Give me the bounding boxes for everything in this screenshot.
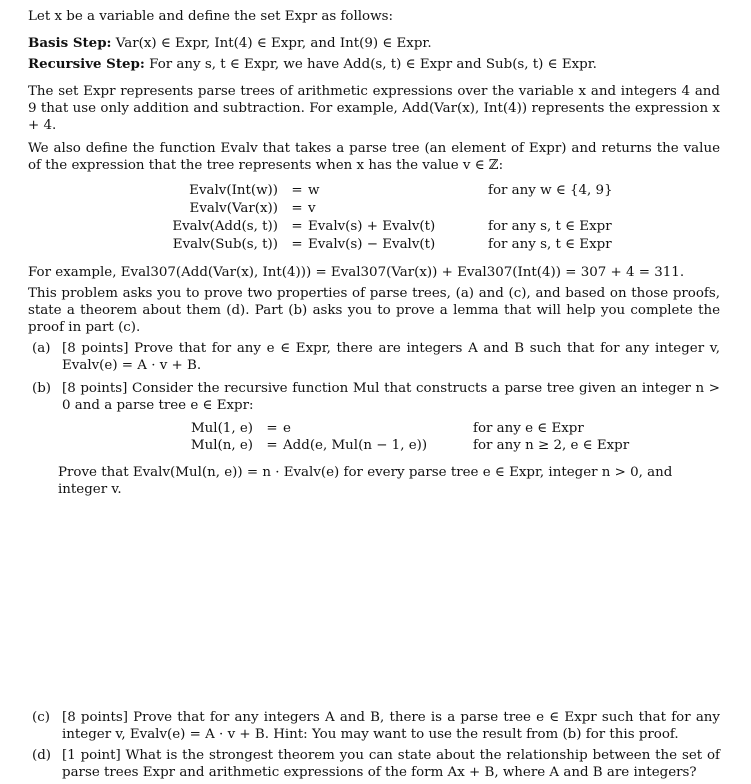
mul_rules-rhs: e: [283, 421, 291, 436]
problem-paragraph: This problem asks you to prove two properties of parse trees, (a) and (c), and based on those proofs, state a theorem about them (d). Part (b) asks you to prove a lemma that will help you complete the proof in part (c).: [28, 286, 720, 335]
basis-step: [28, 35, 720, 52]
eval_rules-lhs: Evalv(Var(x)): [189, 201, 278, 216]
recursive-label: Recursive Step:: [28, 56, 145, 72]
eval_rules-row: [163, 236, 613, 254]
mul_rules-row: [168, 420, 629, 437]
mul_rules-row: [168, 437, 629, 454]
eval_rules-lhs: Evalv(Int(w)): [189, 183, 278, 198]
eval_rules-condition: for any s, t ∈ Expr: [488, 219, 612, 234]
eval_rules-row: [163, 200, 613, 218]
eval_rules-equals: =: [291, 237, 303, 252]
mul-definition: [168, 420, 629, 454]
eval_rules-condition: for any s, t ∈ Expr: [488, 237, 612, 252]
recursive-text: For any s, t ∈ Expr, we have Add(s, t) ∈ Expr and Sub(s, t) ∈ Expr.: [149, 57, 597, 72]
part-d-text: [1 point] What is the strongest theorem you can state about the relationship between the set of parse trees Expr and arithmetic expressions of the form Ax + B, where A and B are integers?: [62, 748, 720, 780]
part-c-label: (c): [32, 710, 50, 725]
eval_rules-equals: =: [291, 201, 303, 216]
part-a-label: (a): [32, 341, 51, 356]
eval_rules-lhs: Evalv(Add(s, t)): [172, 219, 278, 234]
mul_rules-condition: for any n ≥ 2, e ∈ Expr: [473, 438, 630, 453]
recursive-step: [28, 56, 720, 73]
mul_rules-rhs: Add(e, Mul(n − 1, e)): [283, 438, 428, 453]
part-b-text: [8 points] Consider the recursive function Mul that constructs a parse tree given an integer n > 0 and a parse tree e ∈ Expr:: [62, 381, 720, 413]
problem-page: [28, 8, 720, 498]
eval_rules-rhs: Evalv(s) − Evalv(t): [308, 237, 436, 252]
eval_rules-rhs: w: [308, 183, 320, 198]
intro-text: [28, 8, 720, 25]
mul_rules-lhs: Mul(1, e): [190, 421, 253, 436]
mul_rules-lhs: Mul(n, e): [190, 438, 253, 453]
part-a-text: [8 points] Prove that for any e ∈ Expr, there are integers A and B such that for any integer v, Evalv(e) = A · v + B.: [62, 341, 720, 373]
eval_rules-rhs: Evalv(s) + Evalv(t): [308, 219, 436, 234]
basis-label: Basis Step:: [28, 35, 112, 51]
parts-list: [32, 340, 720, 414]
eval_rules-rhs: v: [308, 201, 316, 216]
part-c-text: [8 points] Prove that for any integers A and B, there is a parse tree e ∈ Expr such that for any integer v, Evalv(e) = A · v + B. Hint: You may want to use the result from (b) for this proof.: [62, 710, 720, 742]
expr-paragraph: The set Expr represents parse trees of arithmetic expressions over the variable x and integers 4 and 9 that use only addition and subtraction. For example, Add(Var(x), Int(4)) represents the expression x + 4.: [28, 84, 720, 133]
eval_rules-equals: =: [291, 219, 303, 234]
eval-definition: [163, 182, 613, 254]
eval_rules-condition: [488, 200, 613, 218]
part-b-label: (b): [32, 381, 52, 396]
eval_rules-equals: =: [291, 183, 303, 198]
mul_rules-condition: for any e ∈ Expr: [473, 421, 584, 436]
prove-b: Prove that Evalv(Mul(n, e)) = n · Evalv(e) for every parse tree e ∈ Expr, integer n > 0, and integer v.: [58, 465, 673, 497]
eval_rules-row: [163, 218, 613, 236]
part-d: [32, 747, 720, 781]
basis-text: Var(x) ∈ Expr, Int(4) ∈ Expr, and Int(9) ∈ Expr.: [115, 36, 432, 51]
eval-paragraph: We also define the function Evalv that takes a parse tree (an element of Expr) and returns the value of the expression that the tree represents when x has the value v ∈ ℤ:: [28, 141, 720, 173]
mul_rules-equals: =: [266, 438, 278, 453]
eval_rules-condition: for any w ∈ {4, 9}: [488, 183, 613, 198]
part-c: [32, 709, 720, 743]
eval_rules-lhs: Evalv(Sub(s, t)): [172, 237, 278, 252]
part-a: [32, 340, 720, 374]
later-parts: [32, 709, 720, 781]
mul_rules-equals: =: [266, 421, 278, 436]
part-d-label: (d): [32, 748, 52, 763]
intro-sentence: Let x be a variable and define the set Expr as follows:: [28, 9, 393, 24]
part-b: [32, 380, 720, 414]
eval-example: For example, Eval307(Add(Var(x), Int(4))) = Eval307(Var(x)) + Eval307(Int(4)) = 307 + 4 = 311.: [28, 265, 685, 280]
eval_rules-row: [163, 182, 613, 200]
